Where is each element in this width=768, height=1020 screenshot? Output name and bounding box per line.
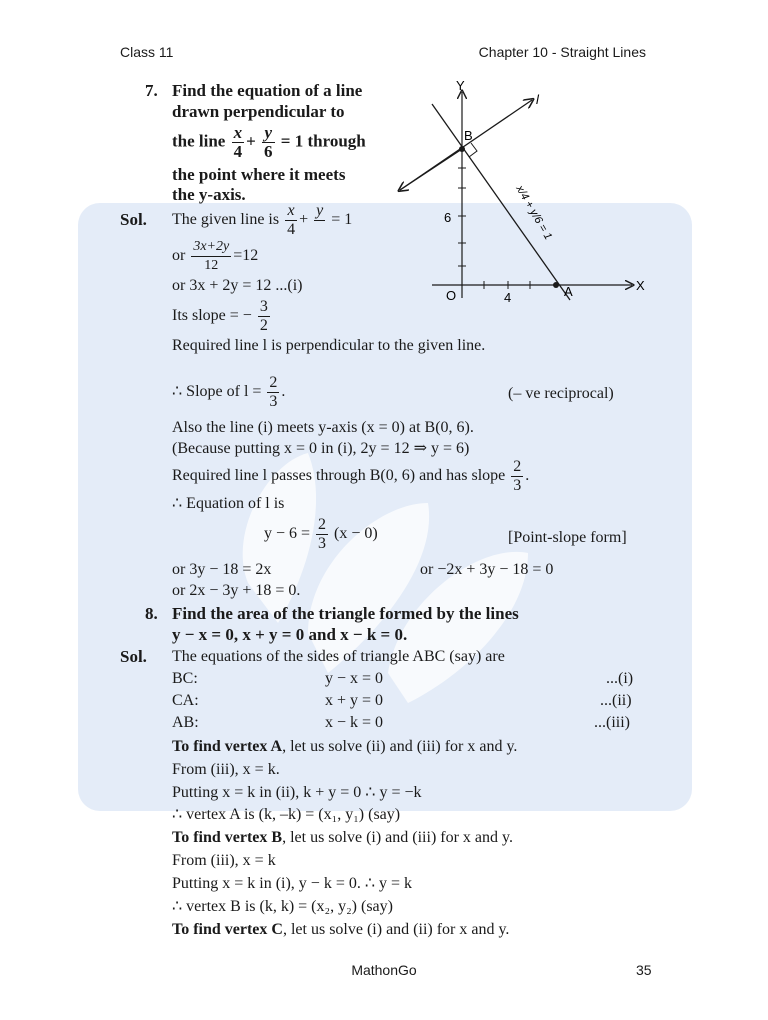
sol8-vertex-b-step4: ∴ vertex B is (k, k) = (x₂, y₂) (say): [172, 898, 393, 915]
given-line: [432, 104, 570, 300]
x-axis-label: X: [636, 278, 645, 293]
sol8-vertex-a-step2: From (iii), x = k.: [172, 761, 280, 778]
q7-line3: the line $\frac{x}{4}$ + $\frac{y}{6}$ = 1 through: [172, 123, 366, 161]
sol8-label: Sol.: [120, 647, 147, 666]
sol7-label: Sol.: [120, 210, 147, 229]
sol7-step12-right: or −2x + 3y − 18 = 0: [420, 561, 554, 578]
sol8-vertex-c-heading: To find vertex C, let us solve (i) and (ii) for x and y.: [172, 921, 510, 938]
sol7-step3: or 3x + 2y = 12 ...(i): [172, 277, 303, 294]
sol7-step11: y − 6 = $\frac{2}{3}$ (x − 0): [264, 516, 378, 552]
tick-x-label: 4: [504, 290, 512, 305]
sol7-step9: Required line l passes through B(0, 6) and has slope $\frac{2}{3}$ .: [172, 458, 530, 494]
tick-y-label: 6: [444, 210, 452, 225]
sol8-vertex-a-step3: Putting x = k in (ii), k + y = 0 ∴ y = −k: [172, 784, 422, 801]
sol7-step6: ∴ Slope of l = $\frac{2}{3}$ .: [172, 374, 286, 410]
header-chapter: Chapter 10 - Straight Lines: [478, 44, 646, 60]
sol8-row-ref: ...(ii): [600, 692, 632, 709]
sol8-step1: The equations of the sides of triangle ABC (say) are: [172, 648, 505, 665]
line-l-label: l: [536, 92, 539, 107]
sol8-row-ref: ...(iii): [594, 714, 630, 731]
q7-line4: the point where it meets: [172, 165, 346, 184]
sol8-row-eq: x − k = 0: [325, 714, 384, 731]
sol7-step6-note: (– ve reciprocal): [508, 385, 614, 402]
header-class: Class 11: [120, 44, 174, 60]
q8-line2: y − x = 0, x + y = 0 and x − k = 0.: [172, 625, 408, 644]
sol7-step12-left: or 3y − 18 = 2x: [172, 561, 272, 578]
sol8-row-eq: y − x = 0: [325, 670, 384, 687]
sol7-step11-note: [Point-slope form]: [508, 529, 627, 546]
point-b-label: B: [464, 128, 473, 143]
footer-brand: MathonGo: [351, 962, 417, 978]
sol8-row-ref: ...(i): [606, 670, 634, 687]
sol7-step8: (Because putting x = 0 in (i), 2y = 12 ⇒ y = 6): [172, 440, 470, 457]
y-axis-label: Y: [456, 78, 465, 93]
given-line-label: x/4 + y/6 = 1: [513, 183, 555, 242]
sol8-vertex-a-step4: ∴ vertex A is (k, –k) = (x₁, y₁) (say): [172, 806, 401, 823]
q7-line2: drawn perpendicular to: [172, 102, 345, 121]
sol8-vertex-a-heading: To find vertex A, let us solve (ii) and (iii) for x and y.: [172, 738, 518, 755]
sol8-vertex-b-heading: To find vertex B, let us solve (i) and (iii) for x and y.: [172, 829, 513, 846]
q8-number: 8.: [145, 604, 158, 623]
sol7-step7: Also the line (i) meets y-axis (x = 0) at B(0, 6).: [172, 419, 474, 436]
q7-line5: the y-axis.: [172, 185, 246, 204]
sol8-vertex-b-step2: From (iii), x = k: [172, 852, 276, 869]
sol8-row-side: BC:: [172, 670, 198, 687]
q7-line1: Find the equation of a line: [172, 81, 363, 100]
line-graph-figure: [392, 78, 652, 308]
origin-label: O: [446, 288, 457, 303]
q8-line1: Find the area of the triangle formed by the lines: [172, 604, 519, 623]
sol8-vertex-b-step3: Putting x = k in (i), y − k = 0. ∴ y = k: [172, 875, 413, 892]
sol7-step4: Its slope = − $\frac{3}{2}$: [172, 298, 268, 334]
sol8-row-side: CA:: [172, 692, 199, 709]
sol7-step10: ∴ Equation of l is: [172, 495, 285, 512]
sol8-row-side: AB:: [172, 714, 199, 731]
point-a-dot: [553, 282, 559, 288]
point-b-dot: [459, 146, 465, 152]
sol7-step1: The given line is $\frac{x}{4}$ + y = 1: [172, 202, 353, 238]
q7-number: 7.: [145, 81, 158, 100]
footer-page-number: 35: [636, 962, 652, 978]
sol7-step2: or $\frac{3x+2y}{12}$ =12: [172, 239, 259, 273]
sol7-step13: or 2x − 3y + 18 = 0.: [172, 582, 301, 599]
sol8-row-eq: x + y = 0: [325, 692, 384, 709]
point-a-label: A: [564, 284, 573, 299]
sol7-step5: Required line l is perpendicular to the given line.: [172, 337, 486, 354]
